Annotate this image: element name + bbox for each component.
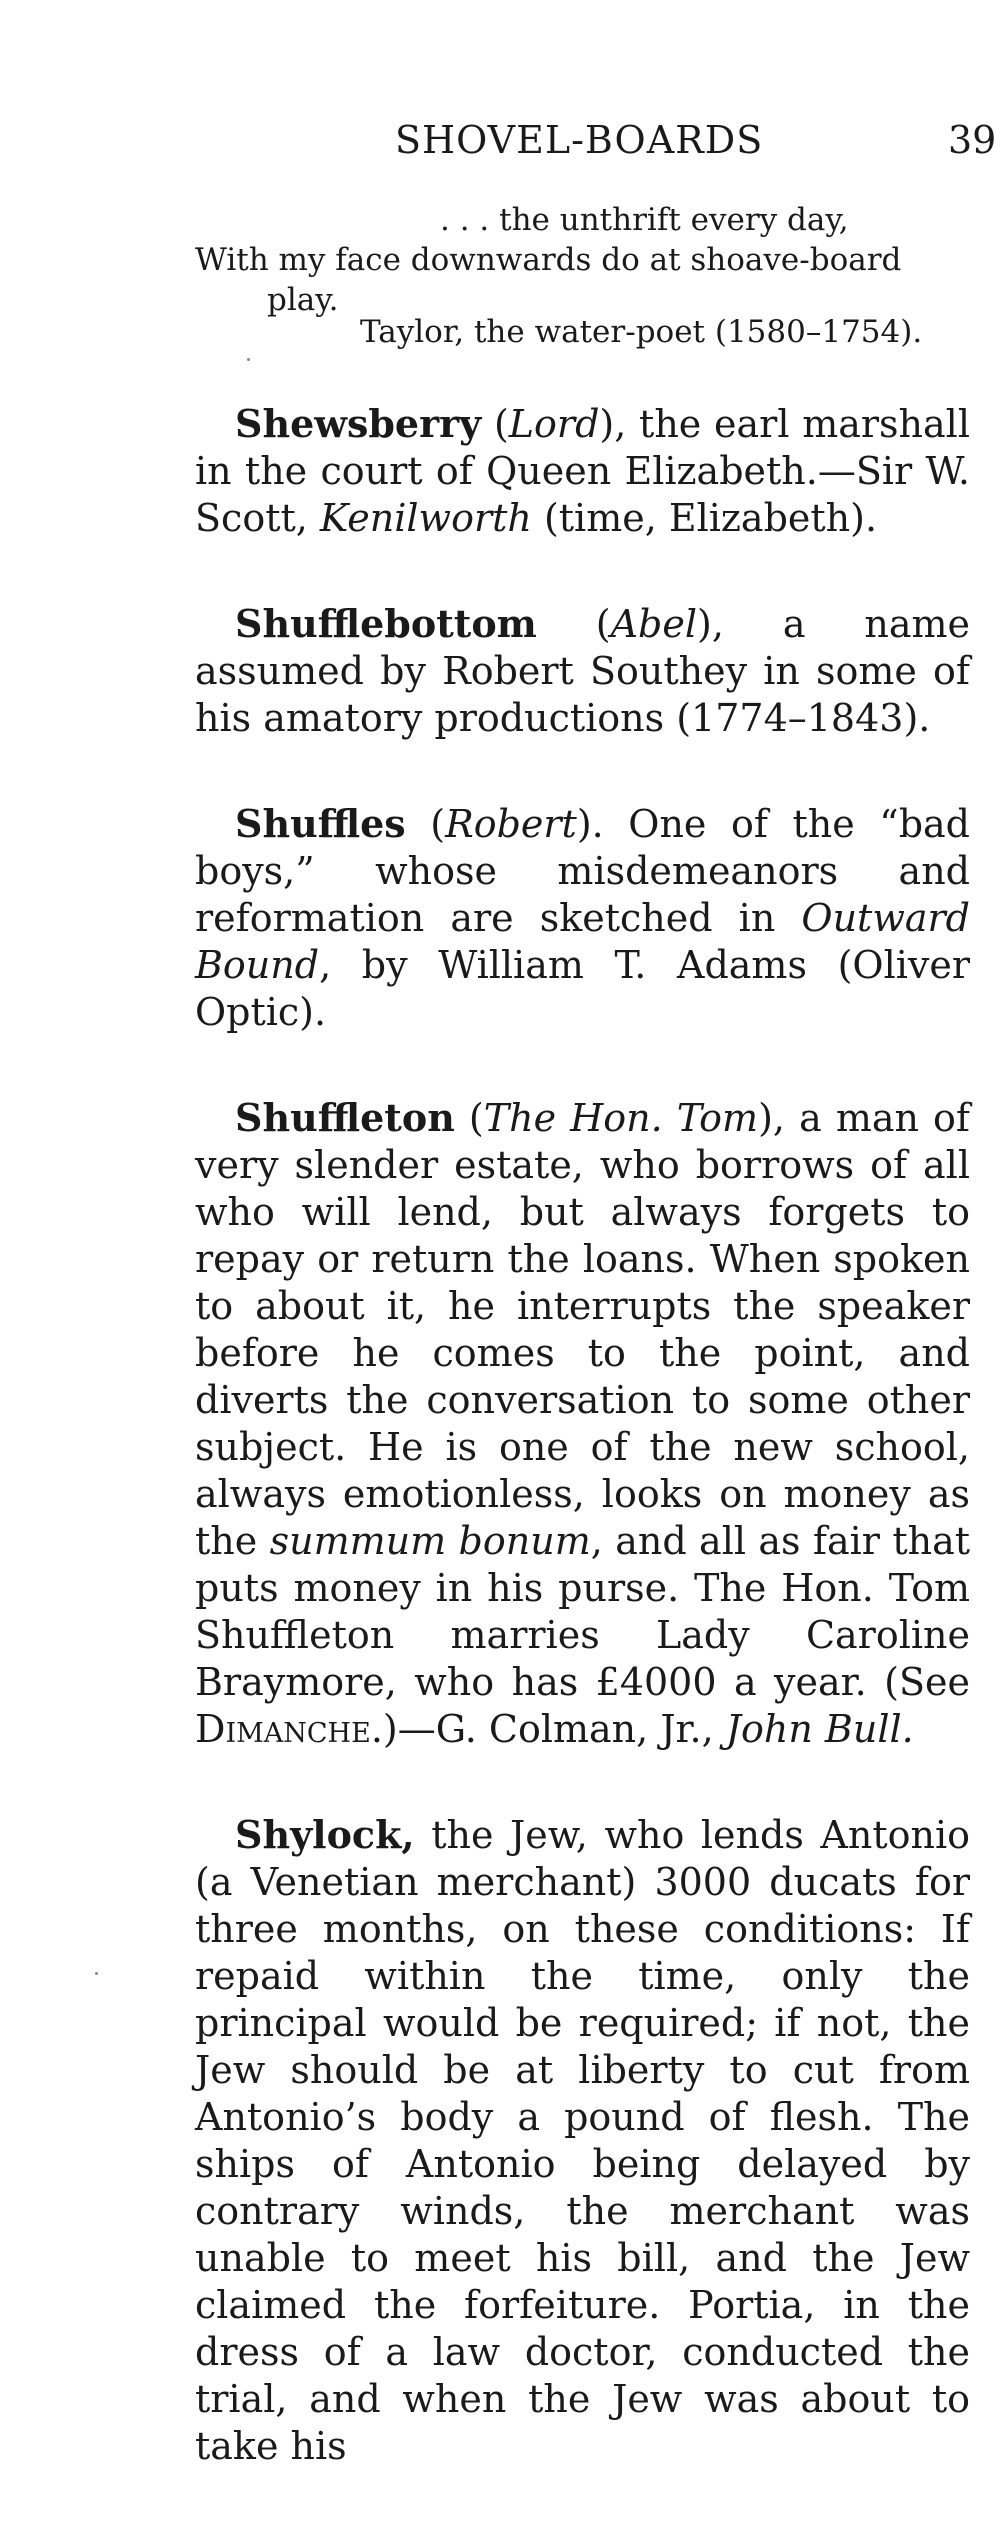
verse-line-1: . . . the unthrift every day,	[440, 202, 849, 238]
entry-text: , a name assumed by Robert Southey in some of his amatory productions (1774–1843).	[195, 602, 971, 740]
entry-text: . One of the “bad boys,” whose misdemeanors and reformation are sketched in	[195, 802, 971, 940]
entry-headword: Shylock,	[235, 1812, 415, 1857]
entry-work-title: Kenilworth	[319, 496, 532, 540]
dictionary-entries	[195, 400, 970, 2528]
entry-headword: Shuffles	[235, 801, 406, 846]
verse-attribution: Taylor, the water-poet (1580–1754).	[360, 314, 923, 350]
entry-shuffles: Shuffles (Robert). One of the “bad boys,” whose misdemeanors and reformation are sketched in Outward Bound, by William T. Adams (Oliver Optic).	[195, 801, 971, 1034]
entry-qualifier: Abel	[610, 602, 698, 646]
page-number: 39	[948, 118, 997, 162]
entry-text: , the earl marshall in the court of Queen Elizabeth.—Sir W. Scott,	[195, 402, 970, 540]
entry-headword: Shewsberry	[235, 401, 482, 446]
paper-speck	[95, 1972, 98, 1975]
entry-text: )—G. Colman, Jr.,	[382, 1707, 726, 1751]
entry-text: , and all as fair that puts money in his purse. The Hon. Tom Shuffleton marries Lady Caroline Braymore, who has £4000 a year. (See	[195, 1519, 971, 1704]
entry-text: , by William T. Adams (Oliver Optic).	[195, 943, 970, 1034]
entry-work-title: Outward Bound	[195, 896, 970, 987]
verse-quotation	[195, 200, 985, 352]
entry-headword: Shufflebottom	[235, 601, 537, 646]
entry-shewsberry: Shewsberry (Lord), the earl marshall in the court of Queen Elizabeth.—Sir W. Scott, Kenilworth (time, Elizabeth).	[195, 401, 970, 540]
entry-text: , a man of very slender estate, who borrows of all who will lend, but always forgets to repay or return the loans. When spoken to about it, he interrupts the speaker before he comes to the point, and diverts the conversation to some other subject. He is one of the new school, always emotionless, looks on money as the	[195, 1096, 970, 1563]
entry-shuffleton: Shuffleton (The Hon. Tom), a man of very slender estate, who borrows of all who will lend, but always forgets to repay or return the loans. When spoken to about it, he interrupts the speaker before he comes to the point, and diverts the conversation to some other subject. He is one of the new school, always emotionless, looks on money as the summum bonum, and all as fair that puts money in his purse. The Hon. Tom Shuffleton marries Lady Caroline Braymore, who has £4000 a year. (See Dimanche.)—G. Colman, Jr., John Bull.	[195, 1095, 971, 1751]
verse-line-3: play.	[267, 282, 339, 318]
entry-cross-reference: Dimanche.	[195, 1707, 383, 1751]
paper-speck	[247, 358, 250, 361]
entry-text: (time, Elizabeth).	[531, 496, 878, 540]
verse-line-2: With my face downwards do at shoave-board	[195, 242, 902, 278]
entry-qualifier: Robert	[445, 802, 577, 846]
entry-work-title: John Bull.	[725, 1707, 914, 1751]
entry-text: the Jew, who lends Antonio (a Venetian merchant) 3000 ducats for three months, on these conditions: If repaid within the time, only the principal would be required; if not, the Jew should be at liberty to cut from Antonio’s body a pound of flesh. The ships of Antonio being delayed by contrary winds, the merchant was unable to meet his bill, and the Jew claimed the forfeiture. Portia, in the dress of a law doctor, conducted the trial, and when the Jew was about to take his	[195, 1813, 970, 2468]
running-header: SHOVEL-BOARDS	[395, 118, 764, 162]
entry-headword: Shuffleton	[235, 1095, 455, 1140]
entry-shufflebottom: Shufflebottom (Abel), a name assumed by Robert Southey in some of his amatory productions (1774–1843).	[195, 601, 971, 740]
entry-shylock	[195, 1811, 970, 2470]
entry-qualifier: The Hon. Tom	[483, 1096, 759, 1140]
entry-latin-phrase: summum bonum	[269, 1519, 591, 1563]
entry-qualifier: Lord	[508, 402, 600, 446]
